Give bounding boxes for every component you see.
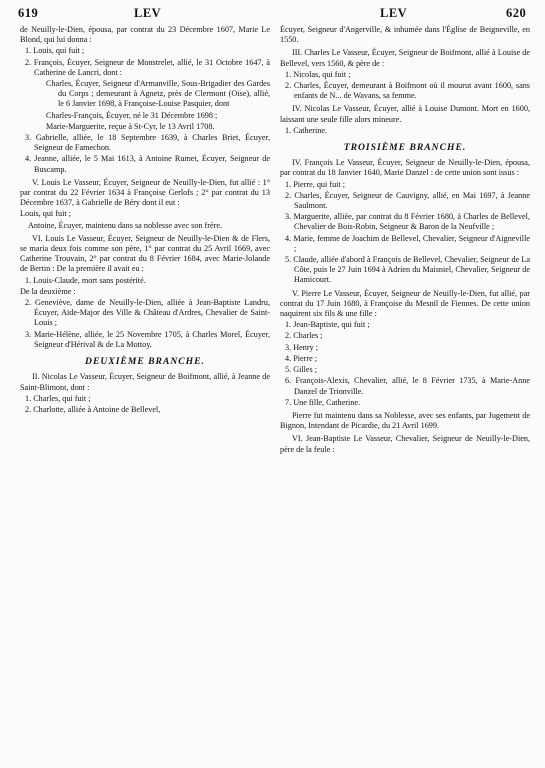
- left-item-12: 1. Louis-Claude, mort sans postérité.: [25, 275, 146, 285]
- left-sub-5: Marie-Marguerite, reçue à St-Cyr, le 13 Avril 1708.: [46, 121, 215, 131]
- right-item-9: 2. Charles, Écuyer, Seigneur de Cauvigny, allié, en Mai 1697, à Jeanne Saulmont.: [285, 190, 530, 211]
- right-item-20: 7. Une fille, Catherine.: [285, 397, 361, 407]
- left-running-title: LEV: [134, 6, 162, 20]
- left-item-7: 4. Jeanne, alliée, le 5 Mai 1613, à Antoine Rumet, Écuyer, Seigneur de Buscamp.: [25, 154, 270, 174]
- right-item-5: 1. Catherine.: [285, 125, 328, 135]
- right-para-1: III. Charles Le Vasseur, Écuyer, Seigneur de Boifmont, allié à Louise de Bellevel, vers 1560, & père de :: [280, 48, 530, 68]
- right-heading-6: TROISIÈME BRANCHE.: [343, 142, 467, 154]
- left-cont-13: De la deuxième :: [20, 286, 76, 296]
- left-item-1: 1. Louis, qui fuit ;: [25, 46, 85, 56]
- left-item-19: 2. Charlotte, alliée à Antoine de Bellevel,: [25, 404, 161, 414]
- right-cont-0: Écuyer, Seigneur d'Angerville, & inhumée dans l'Église de Beigneville, en 1550.: [280, 25, 530, 45]
- right-item-11: 4. Marie, femme de Joachim de Bellevel, Chevalier, Seigneur d'Aigneville ;: [285, 233, 530, 253]
- right-item-19: 6. François-Alexis, Chevalier, allié, le 8 Février 1735, à Marie-Anne Danzel de Trionville.: [285, 376, 530, 396]
- right-item-14: 1. Jean-Baptiste, qui fuit ;: [285, 320, 370, 330]
- left-para-17: II. Nicolas Le Vasseur, Écuyer, Seigneur de Boifmont, allié, à Jeanne de Saint-Blimont, dont :: [20, 372, 270, 392]
- left-item-18: 1. Charles, qui fuit ;: [25, 393, 91, 403]
- right-item-8: 1. Pierre, qui fuit ;: [285, 179, 346, 189]
- right-running-title: LEV: [380, 6, 408, 20]
- left-sub-4: Charles-François, Écuyer, né le 31 Décembre 1698 ;: [46, 110, 218, 120]
- right-para-21: Pierre fut maintenu dans sa Noblesse, avec ses enfants, par Jugement de Bignon, Intendant de Picardie, du 21 Avril 1699.: [280, 410, 530, 431]
- left-column: [20, 24, 270, 415]
- right-page-number: 620: [506, 6, 527, 20]
- right-para-7: IV. François Le Vasseur, Écuyer, Seigneur de Neuilly-le-Dien, épousa, par contrat du 18 Janvier 1640, Marie Danzel : de cette union sont issus :: [280, 158, 530, 178]
- right-item-2: 1. Nicolas, qui fuit ;: [285, 69, 351, 79]
- right-column: [280, 24, 530, 455]
- left-cont-9: Louis, qui fuit ;: [20, 209, 71, 219]
- right-para-4: IV. Nicolas Le Vasseur, Écuyer, allié à Louise Dumont. Mort en 1600, laissant une seule fille alors mineure.: [280, 104, 530, 124]
- left-item-6: 3. Gabrielle, alliée, le 18 Septembre 1639, à Charles Briet, Écuyer, Seigneur de Famechon.: [25, 133, 270, 153]
- left-item-15: 3. Marie-Hélène, alliée, le 25 Novembre 1705, à Charles Morel, Écuyer, Seigneur d'Hérival & de La Mottoy.: [25, 329, 270, 349]
- right-item-17: 4. Pierre ;: [285, 353, 318, 363]
- left-para-11: VI. Louis Le Vasseur, Écuyer, Seigneur de Neuilly-le-Dien & de Flers, se maria deux fois comme son père, 1° par contrat du 25 Avril 1669, avec Catherine Trouvain, 2° par contrat du 8 Février 1684, avec Marie-Jolande de Bertin : De la première il avait eu :: [20, 233, 270, 274]
- right-item-3: 2. Charles, Écuyer, demeurant à Boifmont où il mourut avant 1600, sans enfants de N... de Wavans, sa femme.: [285, 81, 530, 101]
- right-item-18: 5. Gilles ;: [285, 365, 318, 375]
- right-item-15: 2. Charles ;: [285, 331, 323, 341]
- left-note-10: Antoine, Écuyer, maintenu dans sa noblesse avec son frère.: [28, 220, 223, 230]
- right-item-10: 3. Marguerite, alliée, par contrat du 8 Février 1680, à Charles de Bellevel, Chevalier de Bois-Robin, Seigneur & Baron de la Neufville ;: [285, 212, 530, 232]
- right-item-16: 3. Henry ;: [285, 342, 318, 352]
- right-para-22: VI. Jean-Baptiste Le Vasseur, Chevalier, Seigneur de Neuilly-le-Dien, père de la feule :: [280, 434, 530, 454]
- left-page-number: 619: [18, 6, 39, 20]
- right-item-12: 5. Claude, alliée d'abord à François de Bellevel, Chevalier, Seigneur de La Côte, puis le 27 Juin 1694 à Adrien du Maisniel, Chevalier, Seigneur de Hamicourt.: [285, 255, 530, 285]
- left-sub-3: Charles, Écuyer, Seigneur d'Armanville, Sous-Brigadier des Gardes du Corps ; demeurant à Agnetz, près de Clermont (Oise), allié, le 6 Janvier 1698, à Françoise-Louise Pasquier, dont: [46, 79, 270, 109]
- right-para-13: V. Pierre Le Vasseur, Écuyer, Seigneur de Neuilly-le-Dien, fut allié, par contrat du 17 Juin 1680, à Françoise du Mesnil de Fiennes. De cette union naquirent six fils & une fille :: [280, 288, 530, 319]
- left-cont-0: de Neuilly-le-Dien, épousa, par contrat du 23 Décembre 1607, Marie Le Blond, qui lui donna :: [20, 25, 270, 45]
- left-item-2: 2. François, Écuyer, Seigneur de Monstrelet, allié, le 31 Octobre 1647, à Catherine de Lancri, dont :: [25, 57, 270, 77]
- left-item-14: 2. Geneviève, dame de Neuilly-le-Dien, alliée à Jean-Baptiste Landru, Écuyer, Aide-Major des Ville & Château d'Ardres, Chevalier de Saint-Louis ;: [25, 298, 270, 328]
- left-heading-16: DEUXIÈME BRANCHE.: [85, 356, 205, 368]
- left-para-8: V. Louis Le Vasseur, Écuyer, Seigneur de Neuilly-le-Dien, fut allié : 1° par contrat du 22 Février 1634 à Françoise Gerlofs ; 2° par contrat du 13 Décembre 1637, à Gabrielle de Béry dont il eut :: [20, 177, 270, 208]
